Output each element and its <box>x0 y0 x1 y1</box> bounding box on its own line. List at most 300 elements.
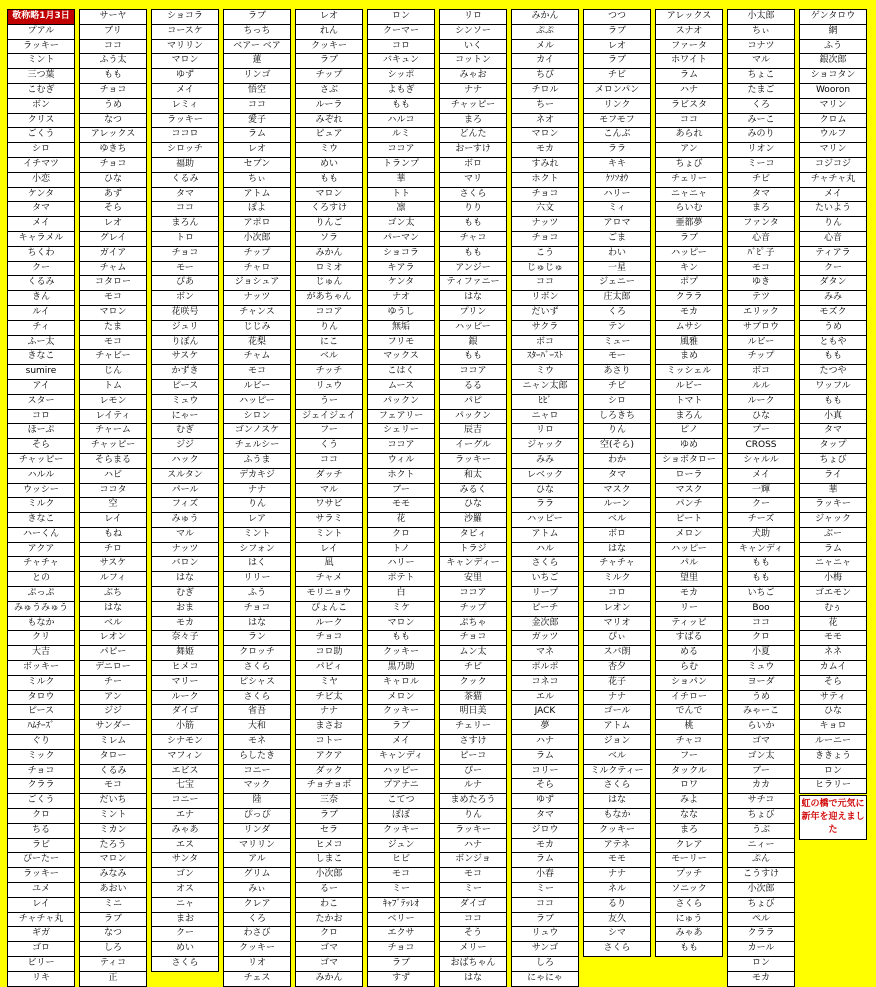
name-cell: ヒメコ <box>151 660 219 676</box>
name-cell: ベル <box>79 616 147 632</box>
name-cell: ジョン <box>583 734 651 750</box>
name-cell: ココ <box>223 98 291 114</box>
name-column-2 <box>79 9 147 986</box>
name-cell: パックン <box>439 409 507 425</box>
name-cell: シフォン <box>223 542 291 558</box>
name-cell: ふう太 <box>79 53 147 69</box>
name-cell: レオ <box>79 216 147 232</box>
name-cell: おばちゃん <box>439 956 507 972</box>
name-cell: チャチャ <box>7 556 75 572</box>
name-cell: 舞姫 <box>151 645 219 661</box>
name-cell: チェリー <box>655 172 723 188</box>
name-cell: くろ <box>727 98 795 114</box>
name-cell: みみ <box>511 453 579 469</box>
name-cell: ラブ <box>583 24 651 40</box>
name-cell: さくら <box>223 690 291 706</box>
name-cell: もも <box>727 571 795 587</box>
name-cell: クロ <box>367 527 435 543</box>
name-cell: ケンタ <box>7 187 75 203</box>
name-column-8 <box>511 9 579 986</box>
name-cell: サスケ <box>79 556 147 572</box>
name-cell: さくら <box>583 778 651 794</box>
name-cell: ニャロ <box>511 409 579 425</box>
name-cell: みみ <box>799 290 867 306</box>
name-cell: こてつ <box>367 793 435 809</box>
name-cell: ボン <box>7 98 75 114</box>
name-cell: モカ <box>511 142 579 158</box>
name-cell: チョコ <box>7 764 75 780</box>
name-cell: しろきち <box>583 409 651 425</box>
name-cell: テツ <box>727 290 795 306</box>
name-cell: コナツ <box>727 39 795 55</box>
name-cell: ラム <box>511 749 579 765</box>
name-cell: 庄太郎 <box>583 290 651 306</box>
name-cell: まめ <box>655 349 723 365</box>
name-cell: リオン <box>727 142 795 158</box>
name-cell: イーグル <box>439 438 507 454</box>
name-cell: ココア <box>439 364 507 380</box>
name-cell: モカ <box>655 305 723 321</box>
name-cell: メロン <box>655 527 723 543</box>
name-cell: ちょこ <box>727 68 795 84</box>
name-cell: 黒乃助 <box>367 660 435 676</box>
name-cell: パピィ <box>295 660 363 676</box>
name-cell: ちょび <box>799 453 867 469</box>
name-cell: ショパン <box>655 675 723 691</box>
name-cell: マロン <box>79 852 147 868</box>
name-cell: ルーク <box>151 690 219 706</box>
name-cell: ココ <box>151 201 219 217</box>
name-cell: もも <box>799 349 867 365</box>
name-cell: 小春 <box>511 867 579 883</box>
name-cell: らむ <box>655 660 723 676</box>
name-cell: もも <box>799 394 867 410</box>
name-cell: クッキー <box>367 645 435 661</box>
name-cell: レオ <box>583 39 651 55</box>
name-cell: ボロ <box>439 157 507 173</box>
name-cell: タマ <box>583 468 651 484</box>
name-cell: ニャ <box>151 897 219 913</box>
name-cell: チョコ <box>79 157 147 173</box>
name-cell: ボンジョ <box>439 852 507 868</box>
name-cell: キョロ <box>799 719 867 735</box>
name-cell: ソニック <box>655 882 723 898</box>
name-cell: 小次郎 <box>223 231 291 247</box>
name-cell: パックン <box>367 394 435 410</box>
name-cell: マリリン <box>151 39 219 55</box>
name-cell: モカ <box>655 586 723 602</box>
name-cell: アンジー <box>439 261 507 277</box>
name-cell: はな <box>223 616 291 632</box>
name-cell: ちっち <box>223 24 291 40</box>
name-cell: ファータ <box>655 39 723 55</box>
name-cell: 小梅 <box>799 571 867 587</box>
name-cell: マロン <box>367 616 435 632</box>
name-cell: ボン <box>151 290 219 306</box>
name-cell: ルイ <box>7 305 75 321</box>
name-cell: もも <box>439 246 507 262</box>
name-cell: 明日美 <box>439 704 507 720</box>
name-cell: はな <box>583 793 651 809</box>
name-cell: エス <box>151 838 219 854</box>
name-cell: ルビー <box>655 379 723 395</box>
name-cell: ひな <box>439 497 507 513</box>
name-cell: ゴロ <box>7 941 75 957</box>
name-cell: チェリー <box>439 719 507 735</box>
name-cell: ショコラ <box>151 9 219 25</box>
name-cell: ハッピー <box>511 512 579 528</box>
name-cell: ララ <box>511 497 579 513</box>
name-cell: ききょう <box>799 749 867 765</box>
name-cell: ミヤ <box>295 675 363 691</box>
name-cell: サティ <box>799 690 867 706</box>
name-cell: メロン <box>367 690 435 706</box>
name-cell: まお <box>151 912 219 928</box>
name-column-4 <box>223 9 291 986</box>
name-cell: こんぶ <box>583 127 651 143</box>
name-cell: ニャン太郎 <box>511 379 579 395</box>
name-cell: まろ <box>655 823 723 839</box>
name-cell: ホクト <box>511 172 579 188</box>
name-cell: ピュア <box>295 127 363 143</box>
name-cell: 空(そら) <box>583 438 651 454</box>
name-cell: クララ <box>727 926 795 942</box>
name-cell: レイ <box>7 897 75 913</box>
name-cell: ラブ <box>367 956 435 972</box>
name-cell: 桃 <box>655 719 723 735</box>
name-cell: キャンディ <box>727 542 795 558</box>
name-cell: フィズ <box>151 497 219 513</box>
name-cell: サーヤ <box>79 9 147 25</box>
name-cell: いちご <box>511 571 579 587</box>
name-cell: フェアリー <box>367 409 435 425</box>
name-cell: ミント <box>295 527 363 543</box>
name-cell: ミウ <box>511 364 579 380</box>
name-cell: ゆうし <box>367 305 435 321</box>
name-cell: トム <box>79 379 147 395</box>
name-cell: クーマー <box>367 24 435 40</box>
name-cell: 小真 <box>799 409 867 425</box>
name-cell: トマト <box>655 394 723 410</box>
name-cell: ロン <box>799 764 867 780</box>
name-cell: スバ朗 <box>583 645 651 661</box>
name-cell: 福助 <box>151 157 219 173</box>
name-cell: メイ <box>367 734 435 750</box>
name-cell: めい <box>151 941 219 957</box>
name-cell: クロ <box>727 630 795 646</box>
name-cell: ダイゴ <box>151 704 219 720</box>
name-cell: ミック <box>7 749 75 765</box>
name-cell: モカ <box>151 616 219 632</box>
name-cell: マリー <box>151 675 219 691</box>
name-cell: キン <box>655 261 723 277</box>
name-cell: ブリ <box>79 24 147 40</box>
name-cell: すず <box>367 971 435 987</box>
name-cell: もも <box>367 98 435 114</box>
name-cell: みぞれ <box>295 113 363 129</box>
name-cell: カイ <box>511 53 579 69</box>
name-cell: チロル <box>511 83 579 99</box>
name-cell: 大和 <box>223 719 291 735</box>
name-cell: ゴマ <box>295 941 363 957</box>
name-cell: リロ <box>439 9 507 25</box>
name-cell: チョコ <box>511 187 579 203</box>
name-cell: パーマン <box>367 231 435 247</box>
name-cell: チップ <box>295 68 363 84</box>
name-cell: ぴあ <box>151 275 219 291</box>
name-cell: アクア <box>295 749 363 765</box>
name-cell: ルフィ <box>79 571 147 587</box>
name-cell: チャーム <box>79 423 147 439</box>
name-cell: ラッキー <box>799 497 867 513</box>
name-cell: だいち <box>79 793 147 809</box>
name-cell: トト <box>367 187 435 203</box>
name-cell: うめ <box>799 320 867 336</box>
name-cell: アテネ <box>583 838 651 854</box>
name-cell: ジュン <box>367 838 435 854</box>
name-cell: パール <box>151 483 219 499</box>
name-cell: 沙羅 <box>439 512 507 528</box>
name-cell: ラブ <box>367 719 435 735</box>
name-cell: ぷっぷ <box>7 586 75 602</box>
name-cell: 小筋 <box>151 719 219 735</box>
name-cell: りり <box>439 201 507 217</box>
name-cell: リンダ <box>223 823 291 839</box>
name-cell: ラッキー <box>439 823 507 839</box>
name-cell: との <box>7 571 75 587</box>
name-cell: ミュウ <box>151 394 219 410</box>
name-cell: パピ <box>439 394 507 410</box>
name-cell: プアナニ <box>367 778 435 794</box>
name-cell: 風雅 <box>655 335 723 351</box>
name-cell: ダイゴ <box>439 897 507 913</box>
name-cell: 華 <box>799 483 867 499</box>
name-cell: リンク <box>583 98 651 114</box>
name-cell: よもぎ <box>367 83 435 99</box>
name-cell: タマ <box>511 808 579 824</box>
name-cell: ジュリ <box>151 320 219 336</box>
name-column-10 <box>655 9 723 956</box>
name-cell: ちょび <box>655 157 723 173</box>
name-cell: ゆず <box>151 68 219 84</box>
name-cell: こう <box>511 246 579 262</box>
name-cell: ヒメコ <box>295 838 363 854</box>
name-cell: ぽぽ <box>367 808 435 824</box>
name-cell: カカ <box>727 778 795 794</box>
name-cell: もなか <box>583 808 651 824</box>
name-cell: メイ <box>799 187 867 203</box>
name-cell: ふー太 <box>7 335 75 351</box>
name-cell: クッキー <box>367 823 435 839</box>
name-cell: 網 <box>799 24 867 40</box>
name-cell: ココ <box>511 897 579 913</box>
name-cell: チーズ <box>727 512 795 528</box>
name-cell: ショコタン <box>799 68 867 84</box>
name-cell: エル <box>511 690 579 706</box>
name-cell: ワサビ <box>295 497 363 513</box>
name-cell: ポルポ <box>511 660 579 676</box>
name-cell: ルミ <box>367 127 435 143</box>
name-cell: チビ <box>727 172 795 188</box>
name-cell: 一輝 <box>727 483 795 499</box>
name-cell: ぶー <box>799 527 867 543</box>
name-cell: くう <box>295 438 363 454</box>
name-cell: プリン <box>439 305 507 321</box>
name-cell: ヨーダ <box>727 675 795 691</box>
name-cell: ダタン <box>799 275 867 291</box>
name-column-11 <box>727 9 795 986</box>
name-cell: 白 <box>367 586 435 602</box>
name-cell: 花子 <box>583 675 651 691</box>
name-cell: セブン <box>223 157 291 173</box>
name-cell: トラジ <box>439 542 507 558</box>
name-cell: チョコ <box>367 941 435 957</box>
name-cell: ジェイジェイ <box>295 409 363 425</box>
name-cell: トランプ <box>367 157 435 173</box>
name-cell: チャメ <box>295 571 363 587</box>
name-cell: マスク <box>655 483 723 499</box>
name-cell: 大吉 <box>7 645 75 661</box>
name-cell: モモ <box>367 497 435 513</box>
name-cell: ぐり <box>7 734 75 750</box>
name-cell: モーリー <box>655 852 723 868</box>
name-cell: アトム <box>223 187 291 203</box>
name-cell: コロ <box>367 39 435 55</box>
name-cell: ゴン <box>151 867 219 883</box>
name-cell: ハリー <box>367 556 435 572</box>
name-cell: テン <box>583 320 651 336</box>
name-cell: もも <box>439 216 507 232</box>
name-cell: チビ <box>583 68 651 84</box>
name-cell: ミカン <box>79 823 147 839</box>
name-cell: ココ <box>511 275 579 291</box>
name-column-9 <box>583 9 651 956</box>
name-cell: ﾋﾋﾞ <box>511 394 579 410</box>
name-cell: カムイ <box>799 660 867 676</box>
name-cell: クリス <box>7 113 75 129</box>
name-cell: 花梨 <box>223 335 291 351</box>
name-cell: らいむ <box>655 201 723 217</box>
name-cell: ゴンノスケ <box>223 423 291 439</box>
name-cell: そら <box>799 675 867 691</box>
name-cell: こうすけ <box>727 867 795 883</box>
name-cell: チェルシー <box>223 438 291 454</box>
name-cell: ニャニャ <box>655 187 723 203</box>
name-cell: チョコ <box>151 246 219 262</box>
name-cell: ちー <box>511 98 579 114</box>
name-cell: レベック <box>511 468 579 484</box>
name-cell: ぷちゃ <box>439 616 507 632</box>
name-cell: スナオ <box>655 24 723 40</box>
name-cell: みかん <box>295 246 363 262</box>
name-cell: エナ <box>151 808 219 824</box>
name-cell: レミィ <box>151 98 219 114</box>
name-cell: チャム <box>223 349 291 365</box>
name-cell: クリ <box>7 630 75 646</box>
name-cell: パピー <box>79 645 147 661</box>
name-cell: ぴー <box>439 764 507 780</box>
name-cell: 一星 <box>583 261 651 277</box>
name-cell: チャム <box>79 261 147 277</box>
name-cell: どんた <box>439 127 507 143</box>
name-cell: ラッキー <box>7 867 75 883</box>
name-cell: サンゴ <box>511 941 579 957</box>
name-cell: ピース <box>7 704 75 720</box>
name-cell: サブロウ <box>727 320 795 336</box>
name-cell: ハナ <box>511 734 579 750</box>
name-cell: ココア <box>439 586 507 602</box>
name-cell: にゅう <box>655 912 723 928</box>
name-cell: みーこ <box>727 113 795 129</box>
name-cell: 花 <box>799 616 867 632</box>
name-cell: ミュウ <box>727 660 795 676</box>
name-cell: うめ <box>727 690 795 706</box>
name-cell: ミー <box>367 882 435 898</box>
name-cell: わさび <box>223 926 291 942</box>
name-cell: 奈々子 <box>151 630 219 646</box>
name-cell: ネネ <box>799 645 867 661</box>
name-cell: 辰吉 <box>439 423 507 439</box>
name-cell: クー <box>727 497 795 513</box>
name-cell: コロ助 <box>295 645 363 661</box>
name-cell: sumire <box>7 364 75 380</box>
name-cell: たま <box>79 320 147 336</box>
name-cell: みゃお <box>439 68 507 84</box>
name-cell: 銀 <box>439 335 507 351</box>
name-cell: プアル <box>7 24 75 40</box>
name-cell: ほーぷ <box>7 423 75 439</box>
name-cell: ガイア <box>79 246 147 262</box>
name-cell: ラビスタ <box>655 98 723 114</box>
name-cell: ココタ <box>79 483 147 499</box>
name-cell: グリム <box>223 867 291 883</box>
title-cell: 敬称略1月3日 <box>7 9 75 25</box>
name-cell: チョコ <box>511 231 579 247</box>
name-cell: すばる <box>655 630 723 646</box>
name-cell: JACK <box>511 704 579 720</box>
name-cell: ミー <box>439 882 507 898</box>
name-cell: ふう <box>223 586 291 602</box>
name-cell: チャチャ <box>583 556 651 572</box>
name-cell: ミルク <box>7 497 75 513</box>
name-cell: ルナ <box>439 778 507 794</box>
name-cell: じん <box>79 364 147 380</box>
name-cell: セラ <box>295 823 363 839</box>
name-cell: ひな <box>511 483 579 499</box>
name-cell: チャロ <box>223 261 291 277</box>
name-cell: ティッピ <box>655 616 723 632</box>
name-cell: ムン太 <box>439 645 507 661</box>
name-cell: シマ <box>583 926 651 942</box>
name-cell: モリニョウ <box>295 586 363 602</box>
name-cell: あず <box>79 187 147 203</box>
name-cell: ロミオ <box>295 261 363 277</box>
name-cell: リキ <box>7 971 75 987</box>
name-cell: じゅん <box>295 275 363 291</box>
name-cell: ポテト <box>367 571 435 587</box>
name-cell: ラム <box>511 852 579 868</box>
name-cell: たいよう <box>799 201 867 217</box>
name-cell: チャンス <box>223 305 291 321</box>
name-cell: ナオ <box>367 290 435 306</box>
name-cell: みゅうみゅう <box>7 601 75 617</box>
name-cell: 和太 <box>439 468 507 484</box>
name-cell: ゴエモン <box>799 586 867 602</box>
name-cell: レオン <box>583 601 651 617</box>
name-cell: イチロー <box>655 690 723 706</box>
name-cell: 省吾 <box>223 704 291 720</box>
name-cell: マロン <box>511 127 579 143</box>
